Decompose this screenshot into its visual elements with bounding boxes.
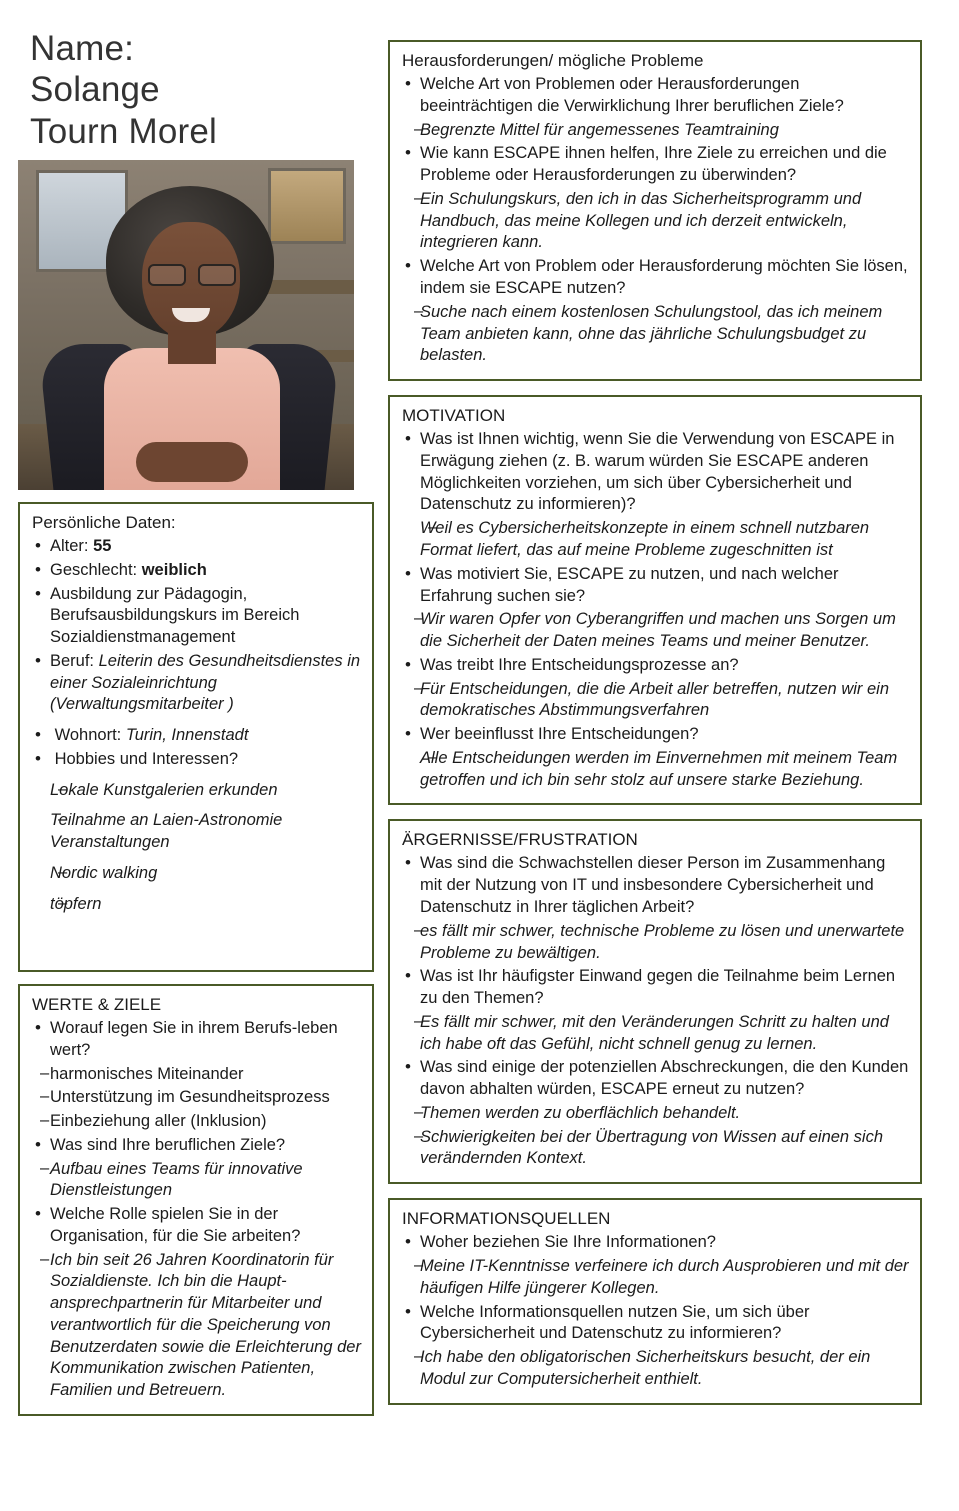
- left-column: [18, 28, 374, 1416]
- challenges-title: Herausforderungen/ mögliche Probleme: [402, 51, 704, 70]
- name-label: Name:: [30, 29, 135, 68]
- personal-data-box: [18, 502, 374, 972]
- motivation-box: [388, 395, 922, 805]
- list-item: – Aufbau eines Teams für innovative Dienstleistungen: [32, 1159, 362, 1203]
- list-item: – harmonisches Miteinander: [32, 1064, 362, 1086]
- frustration-title: ÄRGERNISSE/FRUSTRATION: [402, 830, 638, 850]
- list-item: – Teilnahme an Laien-Astronomie Veranstaltungen: [32, 810, 362, 854]
- list-item: [32, 725, 362, 747]
- list-item: – Wir waren Opfer von Cyberangriffen und machen uns Sorgen um die Sicherheit der Daten meines Teams und meiner Benutzer.: [402, 609, 910, 653]
- list-item: – Unterstützung im Gesundheitsprozess: [32, 1087, 362, 1109]
- challenges-list: [402, 74, 910, 367]
- glasses-icon: [146, 264, 238, 282]
- list-item: • Worauf legen Sie in ihrem Berufs-leben wert?: [32, 1018, 362, 1062]
- motivation-list: [402, 429, 910, 791]
- list-item: • Welche Rolle spielen Sie in der Organisation, für die Sie arbeiten?: [32, 1204, 362, 1248]
- list-item: – Themen werden zu oberflächlich behandelt.: [402, 1103, 910, 1125]
- list-item: • Was ist Ihnen wichtig, wenn Sie die Verwendung von ESCAPE in Erwägung ziehen (z. B. warum würden Sie ESCAPE anderen Möglichkeiten vorziehen, um sich über Cybersicherheit und Datenschutz zu informieren)?: [402, 429, 910, 516]
- residence-value: Turin, Innenstadt: [125, 726, 249, 745]
- values-goals-list: [32, 1018, 362, 1402]
- personal-data-list: [32, 536, 362, 915]
- age-value: 55: [93, 536, 112, 555]
- challenges-box: [388, 40, 922, 381]
- list-item: • Welche Art von Problem oder Herausforderung möchten Sie lösen, indem sie ESCAPE nutzen?: [402, 256, 910, 300]
- information-sources-list: [402, 1232, 910, 1390]
- gender-label: Geschlecht:: [50, 560, 138, 579]
- list-item: – Nordic walking: [32, 863, 362, 885]
- list-item: • Was ist Ihr häufigster Einwand gegen die Teilnahme beim Lernen zu den Themen?: [402, 966, 910, 1010]
- list-item: • Wer beeinflusst Ihre Entscheidungen?: [402, 724, 910, 746]
- residence-label: Wohnort:: [54, 726, 122, 745]
- list-item: • Wie kann ESCAPE ihnen helfen, Ihre Ziele zu erreichen und die Probleme oder Herausforderungen zu überwinden?: [402, 143, 910, 187]
- list-item: • Was sind die Schwachstellen dieser Person im Zusammenhang mit der Nutzung von IT und insbesondere Cybersicherheit und Datenschutz in Ihrer täglichen Arbeit?: [402, 853, 910, 918]
- list-item: • Was motiviert Sie, ESCAPE zu nutzen, und nach welcher Erfahrung suchen sie?: [402, 564, 910, 608]
- personal-data-title: Persönliche Daten:: [32, 512, 176, 532]
- job-label: Beruf:: [50, 651, 95, 670]
- neck-shape: [168, 330, 216, 364]
- last-name: Tourn Morel: [30, 111, 217, 151]
- list-item: – Für Entscheidungen, die die Arbeit aller betreffen, nutzen wir ein demokratisches Abstimmungsverfahren: [402, 679, 910, 723]
- list-item: – Weil es Cybersicherheitskonzepte in einem schnell nutzbaren Format liefert, das auf meine Probleme zugeschnitten ist: [402, 518, 910, 562]
- hands-shape: [136, 442, 248, 482]
- list-item: – Lokale Kunstgalerien erkunden: [32, 780, 362, 802]
- motivation-title: MOTIVATION: [402, 406, 506, 426]
- information-sources-title: INFORMATIONSQUELLEN: [402, 1209, 611, 1229]
- list-item: • Was sind Ihre beruflichen Ziele?: [32, 1135, 362, 1157]
- list-item: – Schwierigkeiten bei der Übertragung von Wissen auf einen sich verändernden Kontext.: [402, 1127, 910, 1171]
- hobbies-question: Hobbies und Interessen?: [54, 749, 239, 768]
- list-item: – Einbeziehung aller (Inklusion): [32, 1111, 362, 1133]
- list-item: [32, 749, 362, 771]
- list-item: • Was treibt Ihre Entscheidungsprozesse an?: [402, 655, 910, 677]
- frustration-list: [402, 853, 910, 1170]
- list-item: – Alle Entscheidungen werden im Einvernehmen mit meinem Team getroffen und ich bin sehr stolz auf unsere starke Beziehung.: [402, 748, 910, 792]
- age-label: Alter:: [50, 536, 89, 555]
- list-item: – töpfern: [32, 894, 362, 916]
- values-goals-title: WERTE & ZIELE: [32, 994, 162, 1014]
- values-goals-box: [18, 984, 374, 1416]
- list-item: – Suche nach einem kostenlosen Schulungstool, das ich meinem Team anbieten kann, ohne das jährliche Schulungsbudget zu belasten.: [402, 302, 910, 367]
- job-value: Leiterin des Gesundheitsdienstes in einer Sozialeinrichtung (Verwaltungsmitarbeiter ): [50, 651, 361, 714]
- right-column: [388, 40, 922, 1419]
- list-item: – es fällt mir schwer, technische Probleme zu lösen und unerwartete Probleme zu bewältigen.: [402, 921, 910, 965]
- page-title: [30, 28, 374, 152]
- wall-panel-shape: [268, 168, 346, 244]
- list-item: – Begrenzte Mittel für angemessenes Teamtraining: [402, 120, 910, 142]
- gender-value: weiblich: [141, 560, 207, 579]
- list-item: – Ich habe den obligatorischen Sicherheitskurs besucht, der ein Modul zur Computersicherheit enthielt.: [402, 1347, 910, 1391]
- list-item: [32, 651, 362, 716]
- frustration-box: [388, 819, 922, 1184]
- first-name: Solange: [30, 70, 160, 110]
- portrait-photo: [18, 160, 354, 490]
- list-item: • Woher beziehen Sie Ihre Informationen?: [402, 1232, 910, 1254]
- list-item: • Was sind einige der potenziellen Abschreckungen, die den Kunden davon abhalten würden, ESCAPE erneut zu nutzen?: [402, 1057, 910, 1101]
- list-item: [32, 560, 362, 582]
- list-item: – Es fällt mir schwer, mit den Veränderungen Schritt zu halten und ich habe oft das Gefühl, nicht schnell genug zu lernen.: [402, 1012, 910, 1056]
- list-item: • Ausbildung zur Pädagogin, Berufsausbildungskurs im Bereich Sozialdienstmanagement: [32, 584, 362, 649]
- list-item: • Welche Informationsquellen nutzen Sie, um sich über Cybersicherheit und Datenschutz zu informieren?: [402, 1302, 910, 1346]
- list-item: – Ich bin seit 26 Jahren Koordinatorin für Sozialdienste. Ich bin die Haupt-ansprechpartnerin für Mitarbeiter und verantwortlich für die Speicherung von Benutzerdaten sowie die Erleichterung der Kommunikation zwischen Patienten, Familien und Betreuern.: [32, 1250, 362, 1402]
- list-item: • Welche Art von Problemen oder Herausforderungen beeinträchtigen die Verwirklichung Ihrer beruflichen Ziele?: [402, 74, 910, 118]
- information-sources-box: [388, 1198, 922, 1404]
- list-item: [32, 536, 362, 558]
- list-item: – Meine IT-Kenntnisse verfeinere ich durch Ausprobieren und mit der häufigen Hilfe jüngerer Kollegen.: [402, 1256, 910, 1300]
- list-item: – Ein Schulungskurs, den ich in das Sicherheitsprogramm und Handbuch, das meine Kollegen und ich derzeit entwickeln, integrieren kann.: [402, 189, 910, 254]
